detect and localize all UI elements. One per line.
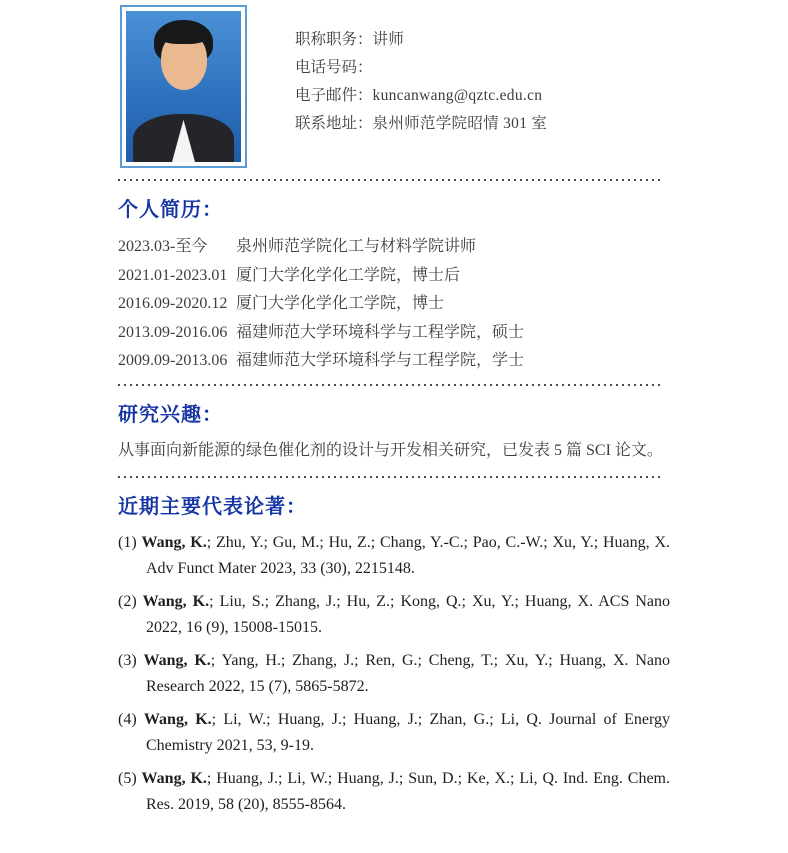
publication-number: (5) — [118, 769, 142, 787]
contact-info — [295, 26, 547, 138]
publication-number: (2) — [118, 592, 143, 610]
publication-item — [118, 589, 670, 642]
resume-period: 2009.09-2013.06 — [118, 352, 228, 369]
contact-value: kuncanwang@qztc.edu.cn — [372, 87, 543, 104]
publication-first-author: Wang, K. — [143, 651, 211, 669]
dotted-divider — [118, 476, 662, 478]
resume-detail: 泉州师范学院化工与材料学院讲师 — [236, 238, 477, 255]
interests-text: 从事面向新能源的绿色催化剂的设计与开发相关研究，已发表 5 篇 SCI 论文。 — [118, 441, 663, 459]
publication-item — [118, 766, 670, 819]
publication-number: (3) — [118, 651, 144, 669]
resume-detail: 厦门大学化学化工学院，博士后 — [236, 266, 461, 284]
resume-detail: 福建师范大学环境科学与工程学院，学士 — [236, 352, 525, 369]
resume-detail: 福建师范大学环境科学与工程学院，硕士 — [236, 323, 525, 341]
contact-label: 电话号码： — [295, 59, 373, 76]
contact-row — [295, 26, 547, 54]
resume-period: 2023.03-至今 — [118, 238, 208, 255]
photo-fringe-shape — [157, 23, 210, 44]
resume-period: 2013.09-2016.06 — [118, 323, 228, 341]
publication-first-author: Wang, K. — [143, 710, 212, 728]
contact-value: 泉州师范学院昭情 301 室 — [372, 115, 548, 132]
resume-detail: 厦门大学化学化工学院，博士 — [236, 295, 445, 312]
resume-section-title: 个人简历： — [118, 199, 223, 221]
publications-section-title: 近期主要代表论著： — [118, 495, 307, 518]
publication-number: (1) — [118, 533, 142, 551]
contact-row — [295, 54, 547, 82]
dotted-divider — [118, 384, 662, 386]
interests-section-title: 研究兴趣： — [118, 403, 223, 426]
publication-first-author: Wang, K. — [141, 769, 207, 787]
contact-row — [295, 82, 547, 110]
resume-period: 2016.09-2020.12 — [118, 295, 228, 312]
resume-row — [118, 347, 788, 376]
publication-item — [118, 648, 670, 701]
contact-label: 联系地址： — [295, 115, 373, 132]
publication-citation: ; Li, W.; Huang, J.; Huang, J.; Zhan, G.; Li, Q. Journal of Energy Chemistry 2021, 53, 9-19. — [146, 710, 671, 754]
publication-item — [118, 530, 670, 583]
publication-citation: ; Liu, S.; Zhang, J.; Hu, Z.; Kong, Q.; Xu, Y.; Huang, X. ACS Nano 2022, 16 (9), 15008-15015. — [146, 592, 671, 636]
dotted-divider — [118, 179, 662, 181]
resume-period: 2021.01-2023.01 — [118, 266, 228, 284]
contact-value: 讲师 — [372, 31, 405, 48]
resume-row — [118, 319, 788, 348]
publication-citation: ; Yang, H.; Zhang, J.; Ren, G.; Cheng, T.; Xu, Y.; Huang, X. Nano Research 2022, 15 (7), 5865-5872. — [146, 651, 671, 695]
portrait-photo — [126, 11, 241, 162]
resume-row — [118, 290, 788, 319]
publications-list — [118, 530, 670, 819]
publication-citation: ; Huang, J.; Li, W.; Huang, J.; Sun, D.; Ke, X.; Li, Q. Ind. Eng. Chem. Res. 2019, 58 (20), 8555-8564. — [146, 769, 670, 813]
publication-item — [118, 707, 670, 760]
resume-row — [118, 262, 788, 291]
publication-first-author: Wang, K. — [141, 533, 207, 551]
portrait-photo-frame — [120, 5, 247, 168]
publication-number: (4) — [118, 710, 144, 728]
contact-row — [295, 110, 547, 138]
contact-label: 职称职务： — [295, 31, 373, 48]
publication-citation: ; Zhu, Y.; Gu, M.; Hu, Z.; Chang, Y.-C.; Pao, C.-W.; Xu, Y.; Huang, X. Adv Funct Mater 2023, 33 (30), 2215148. — [146, 533, 670, 577]
profile-header — [0, 0, 788, 179]
publication-first-author: Wang, K. — [142, 592, 210, 610]
resume-list — [118, 233, 788, 376]
resume-row — [118, 233, 788, 262]
contact-label: 电子邮件： — [295, 87, 373, 104]
